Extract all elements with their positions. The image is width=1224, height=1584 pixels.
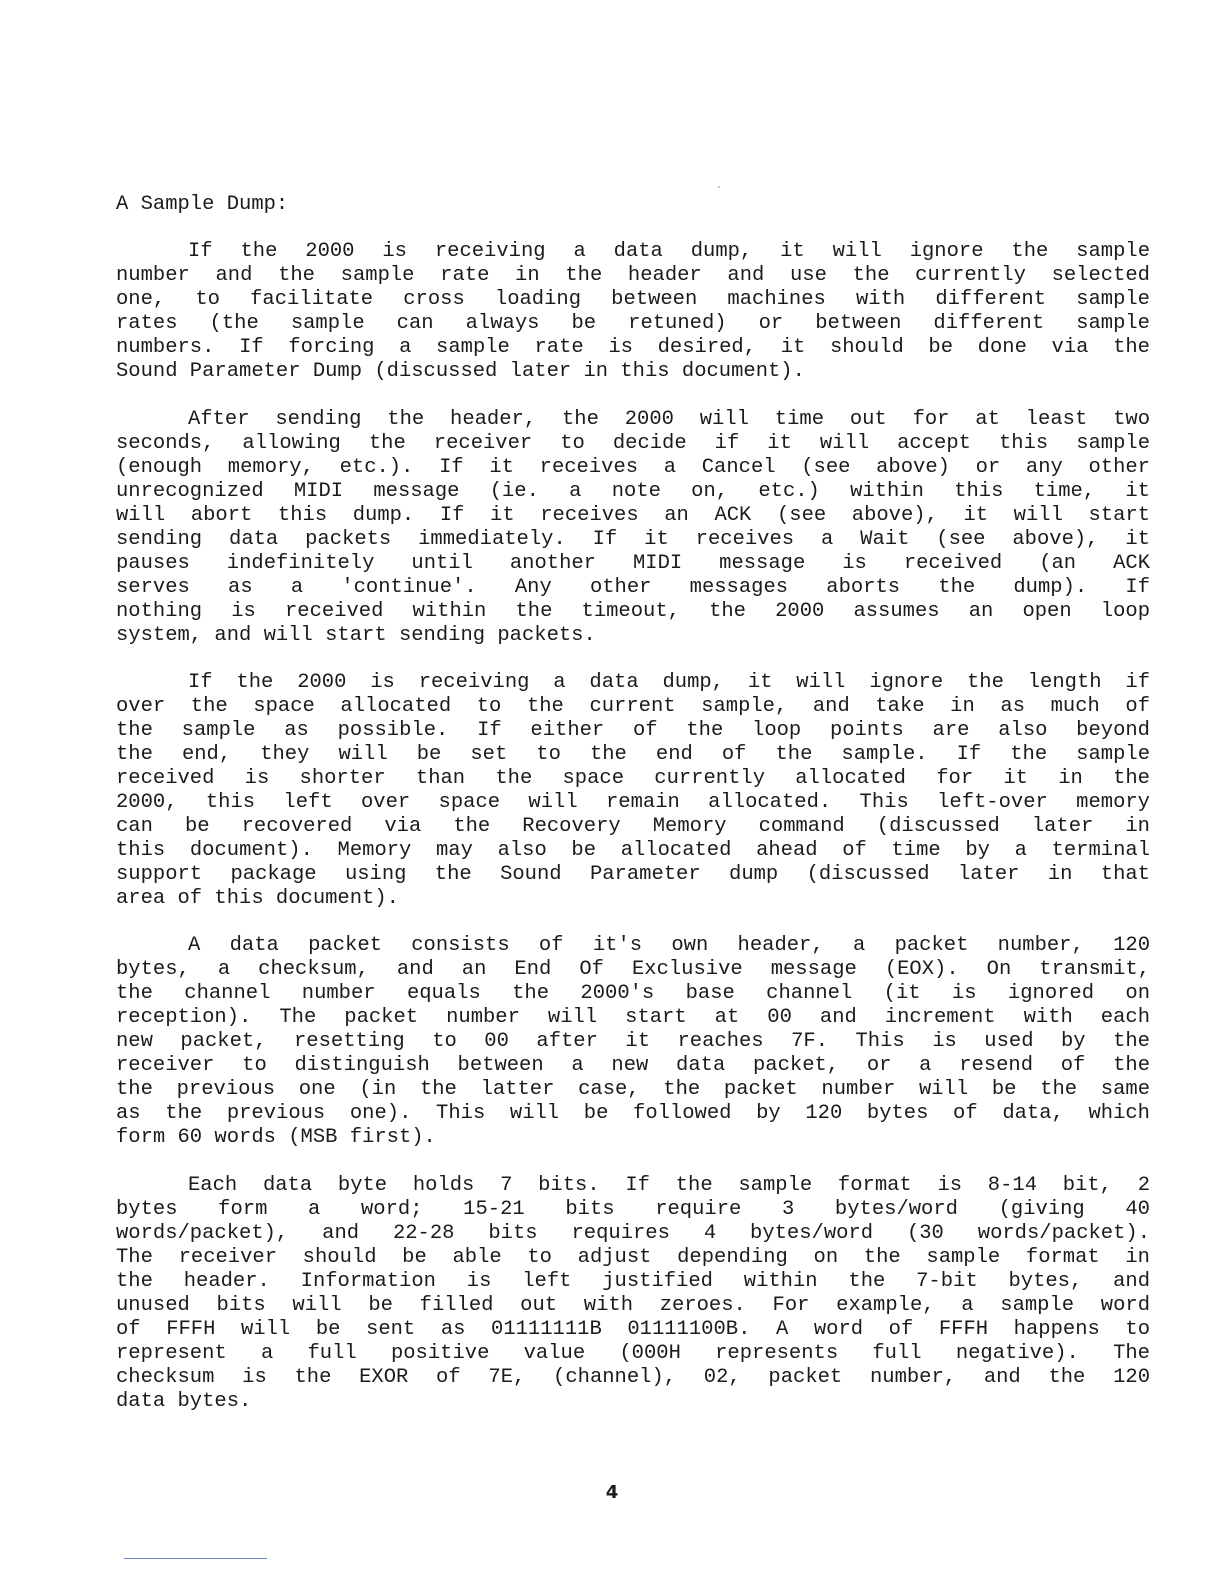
section-heading: A Sample Dump: (116, 193, 289, 216)
paragraph-line: (enough memory, etc.). If it receives a Cancel (see above) or any other (116, 456, 1150, 479)
paragraph-line: one, to facilitate cross loading between machines with different sample (116, 288, 1150, 311)
paragraph-line: A data packet consists of it's own header, a packet number, 120 (188, 934, 1150, 957)
paragraph-line: unused bits will be filled out with zeroes. For example, a sample word (116, 1294, 1150, 1317)
paragraph-line: new packet, resetting to 00 after it reaches 7F. This is used by the (116, 1030, 1150, 1053)
paragraph-line: After sending the header, the 2000 will time out for at least two (188, 408, 1150, 431)
paragraph-line: bytes form a word; 15-21 bits require 3 bytes/word (giving 40 (116, 1198, 1150, 1221)
paragraph-line: pauses indefinitely until another MIDI message is received (an ACK (116, 552, 1150, 575)
paragraph-line: the end, they will be set to the end of the sample. If the sample (116, 743, 1150, 766)
paragraph-line: reception). The packet number will start at 00 and increment with each (116, 1006, 1150, 1029)
paragraph-line: the channel number equals the 2000's base channel (it is ignored on (116, 982, 1150, 1005)
paragraph-line: the previous one (in the latter case, the packet number will be the same (116, 1078, 1150, 1101)
paragraph-line: checksum is the EXOR of 7E, (channel), 02, packet number, and the 120 (116, 1366, 1150, 1389)
paragraph-line: of FFFH will be sent as 01111111B 01111100B. A word of FFFH happens to (116, 1318, 1150, 1341)
paragraph-line: numbers. If forcing a sample rate is desired, it should be done via the (116, 336, 1150, 359)
paragraph-line: support package using the Sound Parameter dump (discussed later in that (116, 863, 1150, 886)
paragraph-line: nothing is received within the timeout, the 2000 assumes an open loop (116, 600, 1150, 623)
paragraph-line: as the previous one). This will be followed by 120 bytes of data, which (116, 1102, 1150, 1125)
paragraph-line: Sound Parameter Dump (discussed later in this document). (116, 360, 805, 383)
paragraph-line: received is shorter than the space currently allocated for it in the (116, 767, 1150, 790)
paragraph-line: rates (the sample can always be retuned) or between different sample (116, 312, 1150, 335)
paragraph-line: the sample as possible. If either of the loop points are also beyond (116, 719, 1150, 742)
paragraph-line: can be recovered via the Recovery Memory command (discussed later in (116, 815, 1150, 838)
paragraph-1 (116, 240, 1150, 384)
paragraph-line: bytes, a checksum, and an End Of Exclusive message (EOX). On transmit, (116, 958, 1150, 981)
paragraph-2 (116, 408, 1150, 648)
paragraph-line: will abort this dump. If it receives an ACK (see above), it will start (116, 504, 1150, 527)
paragraph-line: sending data packets immediately. If it receives a Wait (see above), it (116, 528, 1150, 551)
paragraph-line: system, and will start sending packets. (116, 624, 596, 647)
paragraph-line: If the 2000 is receiving a data dump, it will ignore the sample (188, 240, 1150, 263)
paragraph-line: form 60 words (MSB first). (116, 1126, 436, 1149)
paragraph-line: Each data byte holds 7 bits. If the sample format is 8-14 bit, 2 (188, 1174, 1150, 1197)
paragraph-line: this document). Memory may also be allocated ahead of time by a terminal (116, 839, 1150, 862)
paragraph-3 (116, 671, 1150, 911)
paragraph-line: The receiver should be able to adjust depending on the sample format in (116, 1246, 1150, 1269)
paragraph-line: 2000, this left over space will remain allocated. This left-over memory (116, 791, 1150, 814)
paragraph-line: serves as a 'continue'. Any other messages aborts the dump). If (116, 576, 1150, 599)
paragraph-line: unrecognized MIDI message (ie. a note on, etc.) within this time, it (116, 480, 1150, 503)
paragraph-line: If the 2000 is receiving a data dump, it will ignore the length if (188, 671, 1150, 694)
paragraph-line: the header. Information is left justified within the 7-bit bytes, and (116, 1270, 1150, 1293)
page-number: 4 (605, 1482, 619, 1503)
paragraph-line: over the space allocated to the current sample, and take in as much of (116, 695, 1150, 718)
scan-speck (718, 186, 720, 188)
paragraph-line: words/packet), and 22-28 bits requires 4 bytes/word (30 words/packet). (116, 1222, 1150, 1245)
paragraph-line: seconds, allowing the receiver to decide if it will accept this sample (116, 432, 1150, 455)
paragraph-line: represent a full positive value (000H represents full negative). The (116, 1342, 1150, 1365)
paragraph-5 (116, 1174, 1150, 1414)
paragraph-4 (116, 934, 1150, 1150)
paragraph-line: data bytes. (116, 1390, 252, 1413)
paragraph-line: number and the sample rate in the header and use the currently selected (116, 264, 1150, 287)
paragraph-line: receiver to distinguish between a new data packet, or a resend of the (116, 1054, 1150, 1077)
footnote-rule (124, 1558, 267, 1559)
paragraph-line: area of this document). (116, 887, 399, 910)
